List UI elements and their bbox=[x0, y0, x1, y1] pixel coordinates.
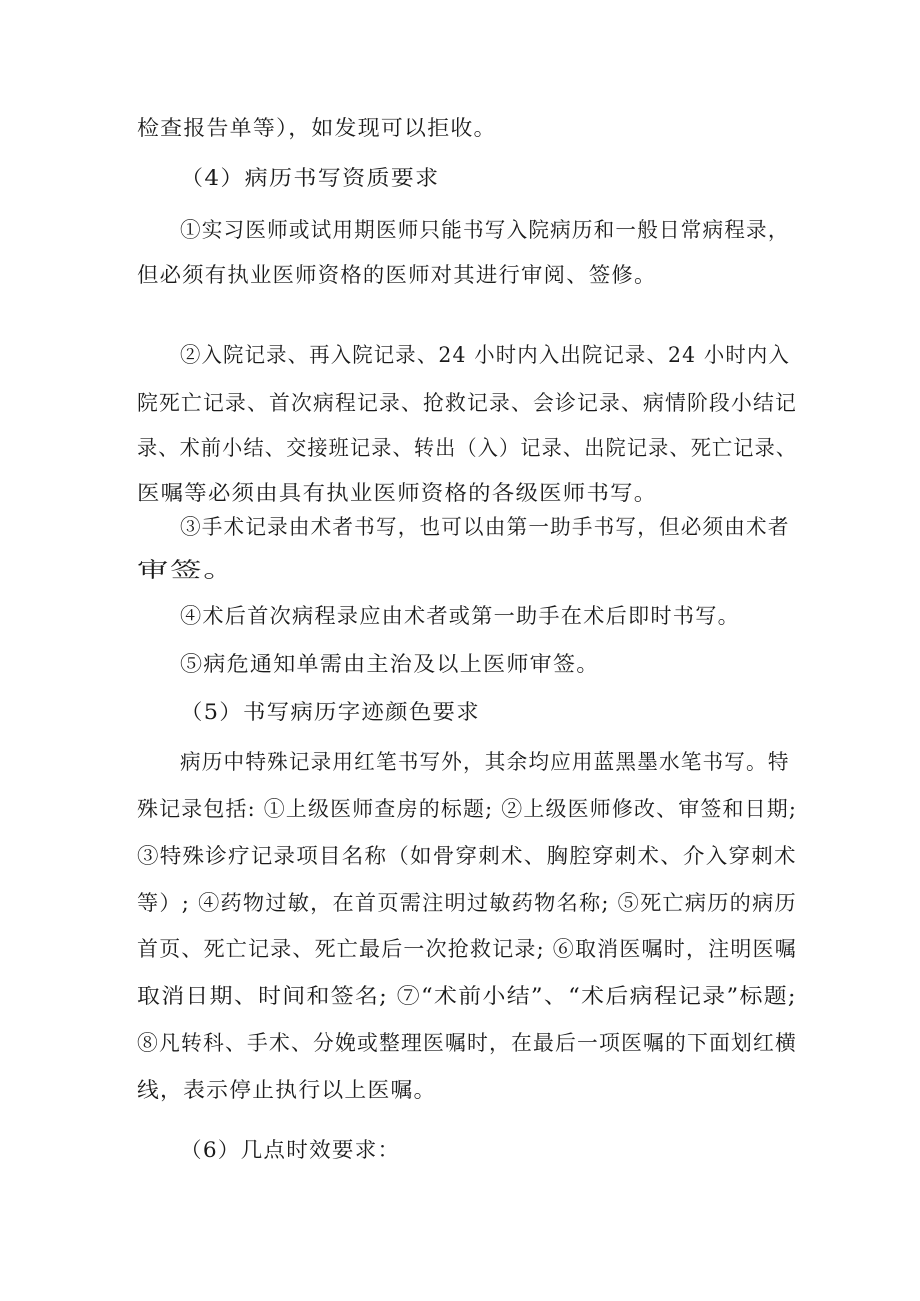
text-line-1: 检查报告单等），如发现可以拒收。 bbox=[137, 116, 497, 140]
text-line-11: ④术后首次病程录应由术者或第一助手在术后即时书写。 bbox=[180, 604, 740, 628]
text-line-14: 病历中特殊记录用红笔书写外，其余均应用蓝黑墨水笔书写。特 bbox=[180, 750, 790, 774]
text-line-18: 首页、死亡记录、死亡最后一次抢救记录; ⑥取消医嘱时，注明医嘱 bbox=[137, 937, 797, 961]
text-line-9: ③手术记录由术者书写，也可以由第一助手书写，但必须由术者 bbox=[180, 515, 790, 539]
text-line-21: 线，表示停止执行以上医嘱。 bbox=[137, 1078, 437, 1102]
section-heading-6: （6）几点时效要求： bbox=[180, 1138, 401, 1162]
text-line-15: 殊记录包括: ①上级医师查房的标题; ②上级医师修改、审签和日期; bbox=[137, 797, 798, 821]
text-line-12: ⑤病危通知单需由主治及以上医师审签。 bbox=[180, 652, 600, 676]
text-line-20: ⑧凡转科、手术、分娩或整理医嘱时，在最后一项医嘱的下面划红横 bbox=[137, 1031, 797, 1055]
text-line-6: 院死亡记录、首次病程记录、抢救记录、会诊记录、病情阶段小结记 bbox=[137, 391, 797, 415]
text-line-7: 录、术前小结、交接班记录、转出（入）记录、出院记录、死亡记录、 bbox=[137, 436, 798, 460]
text-line-8: 医嘱等必须由具有执业医师资格的各级医师书写。 bbox=[137, 481, 658, 505]
text-line-5: ②入院记录、再入院记录、24 小时内入出院记录、24 小时内入 bbox=[180, 343, 790, 367]
text-line-3: ①实习医师或试用期医师只能书写入院病历和一般日常病程录， bbox=[180, 218, 790, 242]
text-line-16: ③特殊诊疗记录项目名称（如骨穿刺术、胸腔穿刺术、介入穿刺术 bbox=[137, 844, 797, 868]
section-heading-4: （4）病历书写资质要求 bbox=[180, 166, 440, 190]
text-line-4: 但必须有执业医师资格的医师对其进行审阅、签修。 bbox=[137, 263, 657, 287]
text-line-19: 取消日期、时间和签名; ⑦“术前小结”、“术后病程记录”标题; bbox=[137, 984, 797, 1008]
text-line-10: 审签。 bbox=[137, 558, 237, 582]
section-heading-5: （5）书写病历字迹颜色要求 bbox=[180, 700, 480, 724]
text-line-17: 等）; ④药物过敏，在首页需注明过敏药物名称; ⑤死亡病历的病历 bbox=[137, 891, 797, 915]
